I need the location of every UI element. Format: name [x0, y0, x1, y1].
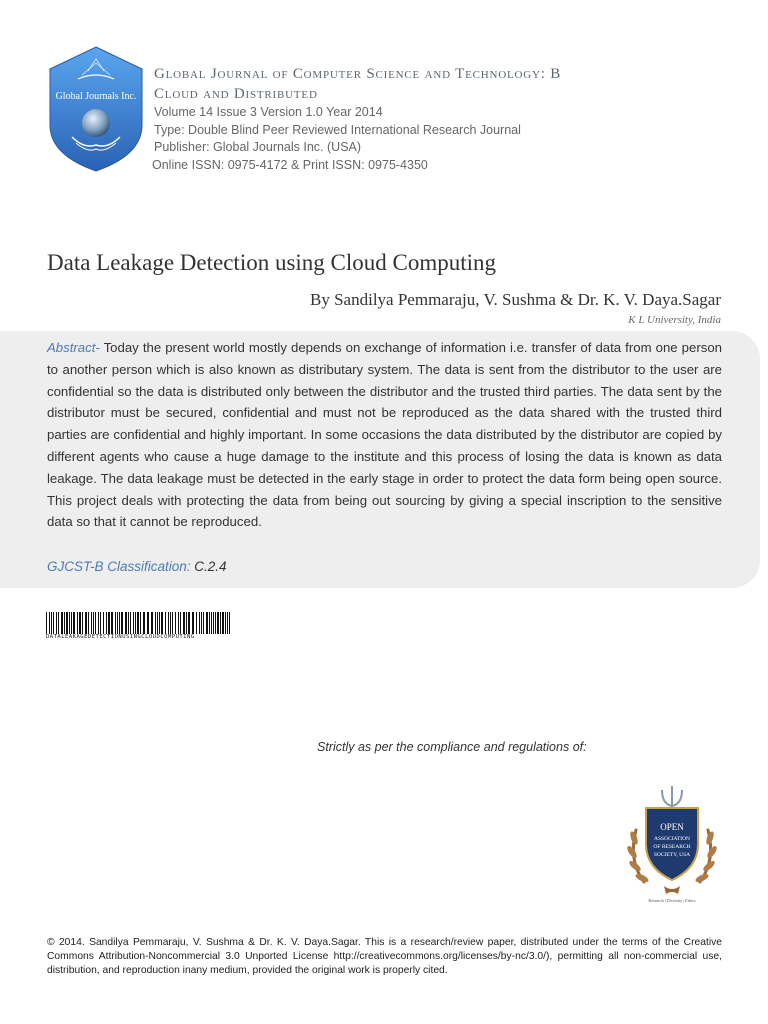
barcode-bar [98, 612, 99, 634]
barcode-bar [56, 612, 57, 634]
barcode-bar [192, 612, 194, 634]
barcode-bar [106, 612, 107, 634]
barcode-bar [140, 612, 141, 634]
barcode-bar [95, 612, 96, 634]
barcode-bar [64, 612, 65, 634]
classification-value: C.2.4 [190, 559, 227, 574]
compliance-note: Strictly as per the compliance and regulations of: [317, 740, 587, 754]
barcode-bar [203, 612, 204, 634]
barcode-bar [143, 612, 145, 634]
barcode-bar [53, 612, 54, 634]
abstract [47, 337, 722, 533]
barcode-bar [161, 612, 163, 634]
issn-info: Online ISSN: 0975-4172 & Print ISSN: 0975-4350 [152, 158, 428, 172]
barcode-bar [183, 612, 185, 634]
barcode-bar [172, 612, 173, 634]
barcode-bar [121, 612, 123, 634]
barcode-bar [201, 612, 202, 634]
barcode-bar [46, 612, 47, 634]
badge-motto: Research | Diversity | Ethics [648, 898, 696, 903]
barcode-text: DATALEAKAGEDETECTIONUSINGCLOUDCOMPUTING [46, 634, 195, 640]
barcode-bar [229, 612, 230, 634]
barcode-bar [85, 612, 87, 634]
abstract-body: Today the present world mostly depends on exchange of information i.e. transfer of data from one person to another person which is also known as distributary system. The data is sent from the distributor to the user are confidential so the data is distributed only between the distributor and the trusted third parties. The data sent by the distributor must be secured, confidential and must not be reproduced as the data shared with the trusted third parties are confidential and highly important. In some occasions the data distributed by the distributor are copied by different agents who cause a huge damage to the institute and this process of losing the data is known as data leakage. The data leakage must be detected in the early stage in order to protect the data form being open source. This project deals with protecting the data from being out sourcing by giving a special inscription to the sensitive data so that it cannot be reproduced. [47, 340, 722, 530]
journal-type: Type: Double Blind Peer Reviewed International Research Journal [154, 123, 521, 137]
barcode-bar [215, 612, 216, 634]
barcode-icon [46, 612, 232, 636]
barcode-bar [115, 612, 116, 634]
barcode-bar [66, 612, 68, 634]
barcode-bar [61, 612, 63, 634]
barcode-bar [135, 612, 136, 634]
barcode-bar [213, 612, 214, 634]
barcode-bar [199, 612, 200, 634]
barcode-bar [209, 612, 210, 634]
volume-info: Volume 14 Issue 3 Version 1.0 Year 2014 [154, 105, 383, 119]
barcode-bar [159, 612, 160, 634]
journal-subtitle: Cloud and Distributed [154, 86, 318, 102]
barcode-bar [155, 612, 156, 634]
barcode-bar [108, 612, 110, 634]
barcode-bar [77, 612, 78, 634]
barcode-bar [220, 612, 221, 634]
barcode-bar [188, 612, 190, 634]
publisher-info: Publisher: Global Journals Inc. (USA) [154, 140, 362, 154]
barcode-bar [225, 612, 226, 634]
logo-text: Global Journals Inc. [55, 91, 137, 102]
barcode-bar [151, 612, 153, 634]
barcode-bar [206, 612, 208, 634]
barcode-bar [79, 612, 81, 634]
barcode-bar [133, 612, 134, 634]
paper-authors: By Sandilya Pemmaraju, V. Sushma & Dr. K. V. Daya.Sagar [310, 290, 721, 309]
barcode-bar [217, 612, 219, 634]
barcode-bar [222, 612, 224, 634]
barcode-bar [130, 612, 131, 634]
barcode-bar [196, 612, 197, 634]
barcode-bar [117, 612, 118, 634]
barcode-bar [178, 612, 179, 634]
barcode-bar [111, 612, 113, 634]
barcode-bar [103, 612, 104, 634]
barcode-bar [186, 612, 187, 634]
association-seal-icon [622, 782, 722, 904]
barcode-bar [73, 612, 75, 634]
paper-title: Data Leakage Detection using Cloud Computing [47, 250, 497, 275]
barcode-bar [93, 612, 94, 634]
badge-line3: OF RESEARCH [653, 844, 691, 850]
journal-logo [48, 45, 144, 173]
badge-line1: OPEN [660, 822, 684, 832]
barcode-bar [170, 612, 171, 634]
barcode-bar [82, 612, 83, 634]
classification [47, 559, 227, 574]
badge-line2: ASSOCIATION [653, 836, 691, 842]
barcode-bar [137, 612, 139, 634]
barcode-bar [100, 612, 101, 634]
author-affiliation: K L University, India [628, 314, 721, 326]
barcode-bar [119, 612, 120, 634]
barcode-bar [227, 612, 228, 634]
shield-icon [48, 45, 144, 173]
barcode-bar [157, 612, 158, 634]
oars-badge [622, 782, 722, 904]
barcode-bar [128, 612, 129, 634]
barcode-bar [147, 612, 149, 634]
barcode-bar [58, 612, 59, 634]
barcode-bar [211, 612, 212, 634]
copyright-notice: © 2014. Sandilya Pemmaraju, V. Sushma & Dr. K. V. Daya.Sagar. This is a research/review paper, distributed under the terms of the Creative Commons Attribution-Noncommercial 3.0 Unported License http://creativecommons.org/licenses/by-nc/3.0/), permitting all non-commercial use, distribution, and reproduction inany medium, provided the original work is properly cited. [47, 937, 722, 976]
barcode-bar [88, 612, 89, 634]
barcode-bar [168, 612, 169, 634]
barcode-bar [71, 612, 72, 634]
barcode-bar [49, 612, 50, 634]
abstract-label: Abstract- [47, 340, 100, 355]
barcode-bar [51, 612, 52, 634]
barcode-bar [175, 612, 176, 634]
barcode-bar [69, 612, 70, 634]
barcode-bar [165, 612, 166, 634]
journal-title: Global Journal of Computer Science and Technology: B [154, 66, 562, 82]
barcode-bar [125, 612, 127, 634]
classification-label: GJCST-B Classification: [47, 559, 191, 574]
barcode-bar [91, 612, 92, 634]
barcode-bar [180, 612, 181, 634]
badge-line4: SOCIETY, USA [653, 852, 691, 858]
